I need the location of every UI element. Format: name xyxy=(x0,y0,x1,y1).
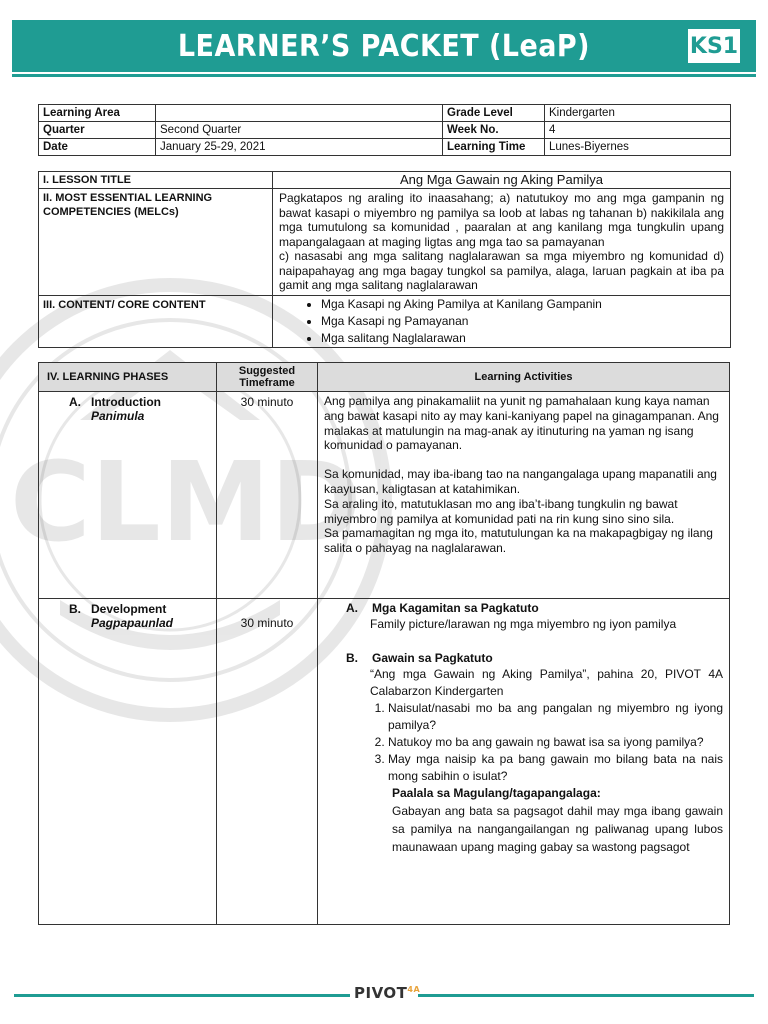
lesson-table xyxy=(38,171,731,348)
content-list xyxy=(273,296,730,347)
activity-title: Gawain sa Pagkatuto xyxy=(372,650,493,665)
phase-letter: A. xyxy=(69,395,81,409)
week-no-value: 4 xyxy=(545,122,731,139)
phase-name-en: Introduction xyxy=(91,395,161,409)
phase-name-en: Development xyxy=(91,602,167,616)
phase-introduction-time: 30 minuto xyxy=(217,392,318,599)
pivot-logo-accent: 4A xyxy=(407,985,421,994)
grade-level-value: Kindergarten xyxy=(545,105,731,122)
content-cell xyxy=(273,295,731,347)
col-timeframe: Suggested Timeframe xyxy=(217,363,318,392)
header-banner xyxy=(12,20,756,72)
materials-letter: A. xyxy=(346,601,358,615)
question-list xyxy=(322,700,723,785)
lesson-title-label: I. LESSON TITLE xyxy=(39,172,273,189)
intro-paragraph: Sa araling ito, matutuklasan mo ang iba’t-ibang tungkulin ng bawat miyembro ng pamilya at komunidad pati na rin kung sino sino sila. xyxy=(324,496,678,526)
learning-time-label: Learning Time xyxy=(443,139,545,156)
melc-text-2: c) nasasabi ang mga salitang naglalarawan sa mga miyembro ng komunidad d) naipapahayag ang mga bagay tungkol sa pamilya, alaga, laruan pagkain at iba pa gamit ang mga salitang naglalarawan xyxy=(279,249,724,292)
melc-label-text: II. MOST ESSENTIAL LEARNING COMPETENCIES (MELCs) xyxy=(43,192,213,218)
question-item: 1. Naisulat/nasabi mo ba ang pangalan ng miyembro ng iyong pamilya? xyxy=(388,700,723,734)
phase-introduction xyxy=(39,392,217,599)
packet-title: LEARNER’S PACKET (LeaP) xyxy=(177,28,591,64)
materials-heading xyxy=(346,601,723,616)
date-value: January 25-29, 2021 xyxy=(156,139,443,156)
parent-note-label: Paalala sa Magulang/tagapangalaga: xyxy=(392,785,601,800)
intro-paragraph: Sa pamamagitan ng mga ito, matutulungan ka na makapagbigay ng ilang salita o pahayag na naglalarawan. xyxy=(324,526,713,556)
melc-label xyxy=(39,189,273,296)
quarter-label: Quarter xyxy=(39,122,156,139)
date-label: Date xyxy=(39,139,156,156)
phase-development xyxy=(39,599,217,925)
materials-text: Family picture/larawan ng mga miyembro ng iyon pamilya xyxy=(370,616,677,631)
grade-level-label: Grade Level xyxy=(443,105,545,122)
intro-paragraph: Ang pamilya ang pinakamaliit na yunit ng pamahalaan kung kaya naman ang bawat kasapi nito ay may kani-kaniyang papel na ginagampanan. Ang malakas at matulungin na mag-anak ay itinuturing na yaman ng isang komunidad o pamayanan. xyxy=(324,394,719,453)
content-item: • Mga Kasapi ng Pamayanan xyxy=(321,313,730,330)
learning-time-value: Lunes-Biyernes xyxy=(545,139,731,156)
lesson-title-value: Ang Mga Gawain ng Aking Pamilya xyxy=(273,172,731,189)
parent-note-text: Gabayan ang bata sa pagsagot dahil may mga ibang gawain sa pamilya na nangangailangan ng paliwanag upang lubos maunawaan upang maging gabay sa wastong pagsagot xyxy=(392,803,723,854)
col-learning-activities: Learning Activities xyxy=(318,363,730,392)
content-label: III. CONTENT/ CORE CONTENT xyxy=(39,295,273,347)
ks-badge: KS1 xyxy=(688,29,740,63)
melc-text xyxy=(273,189,731,296)
materials-title: Mga Kagamitan sa Pagkatuto xyxy=(372,601,539,615)
activity-text: “Ang mga Gawain ng Aking Pamilya”, pahina 20, PIVOT 4A Calabarzon Kindergarten xyxy=(370,666,723,698)
phase-name-fil: Panimula xyxy=(91,409,145,423)
learning-area-label: Learning Area xyxy=(39,105,156,122)
footer-line-right xyxy=(418,994,754,997)
question-item: 2. Natukoy mo ba ang gawain ng bawat isa sa iyong pamilya? xyxy=(388,734,723,751)
question-item: 3. May mga naisip ka pa bang gawain mo bilang bata na nais mong sabihin o isulat? xyxy=(388,751,723,785)
info-table xyxy=(38,104,731,156)
phase-letter: B. xyxy=(69,602,81,616)
activity-heading xyxy=(346,650,723,666)
content-item: • Mga Kasapi ng Aking Pamilya at Kanilang Gampanin xyxy=(321,296,730,313)
learning-phases-table xyxy=(38,362,730,925)
pivot-logo-text: PIVOT xyxy=(354,984,408,1002)
quarter-value: Second Quarter xyxy=(156,122,443,139)
activity-letter: B. xyxy=(346,650,358,665)
melc-text-1: Pagkatapos ng araling ito inaasahang; a) natutukoy mo ang mga gampanin ng bawat kasapi o miyembro ng pamilya sa loob at labas ng tahanan b) nakikilala ang mga tumutulong sa komunidad , paaralan at ang kanilang mga tungkulin upang mapangalagaan at maging ligtas ang mga tao sa pamayanan xyxy=(279,191,724,249)
col-learning-phases: IV. LEARNING PHASES xyxy=(39,363,217,392)
phase-introduction-activities xyxy=(318,392,730,599)
intro-paragraph: Sa komunidad, may iba-ibang tao na nangangalaga upang mapanatili ang kaayusan, kaligtasan at katahimikan. xyxy=(324,467,717,496)
content-item: • Mga salitang Naglalarawan xyxy=(321,330,730,347)
watermark-text: CLMD xyxy=(10,438,362,566)
phase-development-activities xyxy=(318,599,730,925)
phase-name-fil: Pagpapaunlad xyxy=(91,616,174,630)
pivot-logo xyxy=(354,984,421,1004)
footer-line-left xyxy=(14,994,350,997)
week-no-label: Week No. xyxy=(443,122,545,139)
learning-area-value xyxy=(156,105,443,122)
phase-development-time: 30 minuto xyxy=(217,599,318,925)
header-divider xyxy=(12,74,756,77)
